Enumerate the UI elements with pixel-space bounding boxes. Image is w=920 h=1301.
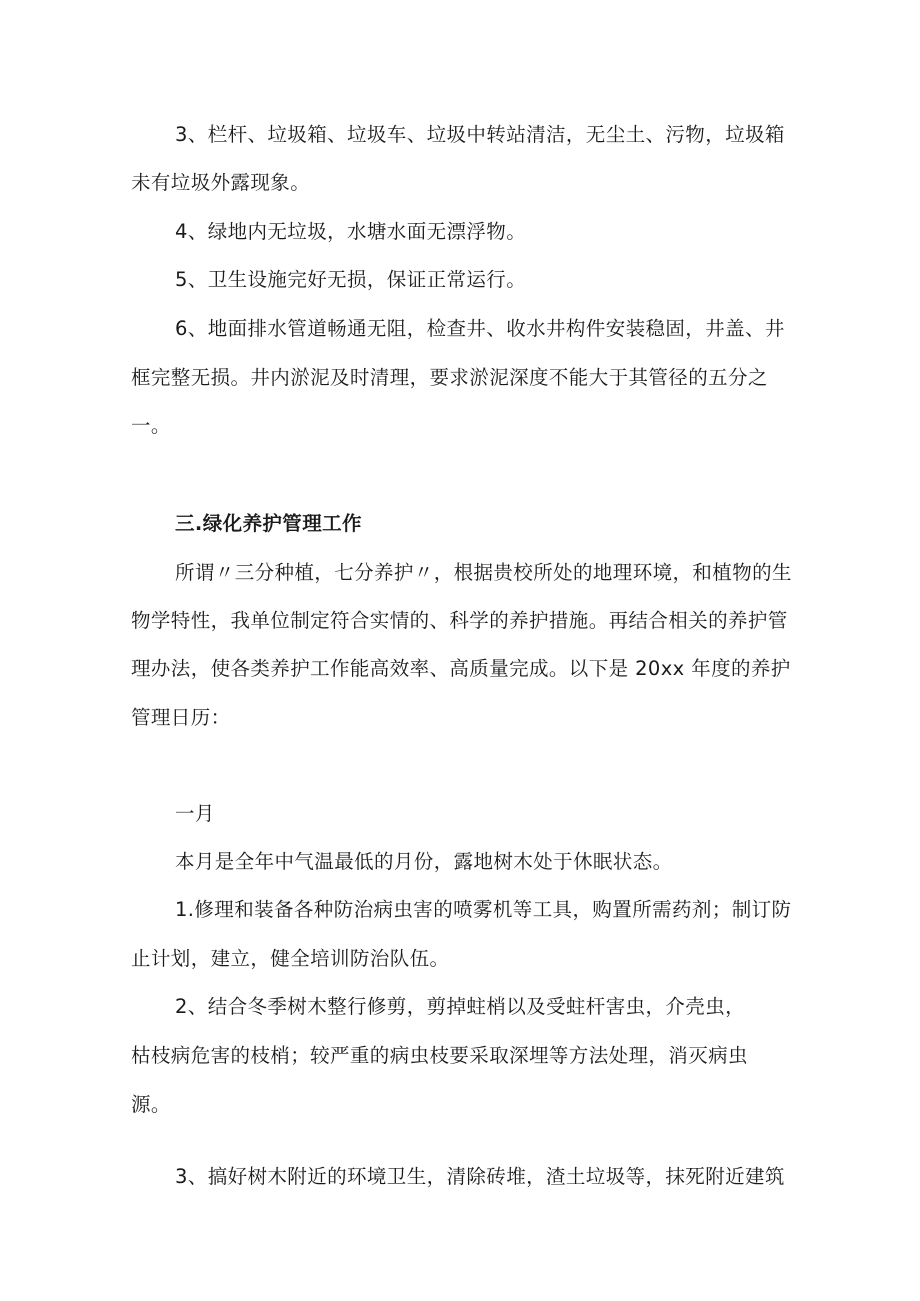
month-item-1-line-1: 1.修理和装备各种防治病虫害的喷雾机等工具，购置所需药剂；制订防	[175, 898, 792, 921]
intro-line-1: 所谓〃三分种植，七分养护〃，根据贵校所处的地理环境，和植物的生	[175, 561, 792, 584]
item-4-line-1: 4、绿地内无垃圾，水塘水面无漂浮物。	[175, 220, 527, 243]
month-item-3-line-1: 3、搞好树木附近的环境卫生，清除砖堆，渣土垃圾等，抹死附近建筑	[175, 1165, 785, 1188]
month-item-2-line-2: 枯枝病危害的枝梢；较严重的病虫枝要采取深埋等方法处理，消灭病虫	[131, 1044, 748, 1067]
intro-line-2: 物学特性，我单位制定符合实情的、科学的养护措施。再结合相关的养护管	[131, 609, 788, 632]
intro-line-4: 管理日历：	[131, 706, 231, 729]
item-6-line-3: 一。	[131, 414, 171, 437]
month-summary: 本月是全年中气温最低的月份，露地树木处于休眠状态。	[175, 850, 673, 873]
intro-line-3: 理办法，使各类养护工作能高效率、高质量完成。以下是 20xx 年度的养护	[131, 657, 791, 680]
item-6-line-1: 6、地面排水管道畅通无阻，检查井、收水井构件安装稳固，井盖、井	[175, 317, 785, 340]
section-heading: 三.绿化养护管理工作	[175, 512, 362, 535]
item-5-line-1: 5、卫生设施完好无损，保证正常运行。	[175, 268, 527, 291]
item-3-line-2: 未有垃圾外露现象。	[131, 171, 311, 194]
month-item-2-line-1: 2、结合冬季树木整行修剪，剪掉蛀梢以及受蛀杆害虫，介壳虫，	[175, 995, 746, 1018]
month-item-1-line-2: 止计划，建立，健全培训防治队伍。	[131, 947, 450, 970]
month-title: 一月	[175, 802, 215, 825]
month-item-2-line-3: 源。	[131, 1093, 171, 1116]
item-3-line-1: 3、栏杆、垃圾箱、垃圾车、垃圾中转站清洁，无尘土、污物，垃圾箱	[175, 123, 785, 146]
item-6-line-2: 框完整无损。井内淤泥及时清理，要求淤泥深度不能大于其管径的五分之	[131, 366, 768, 389]
